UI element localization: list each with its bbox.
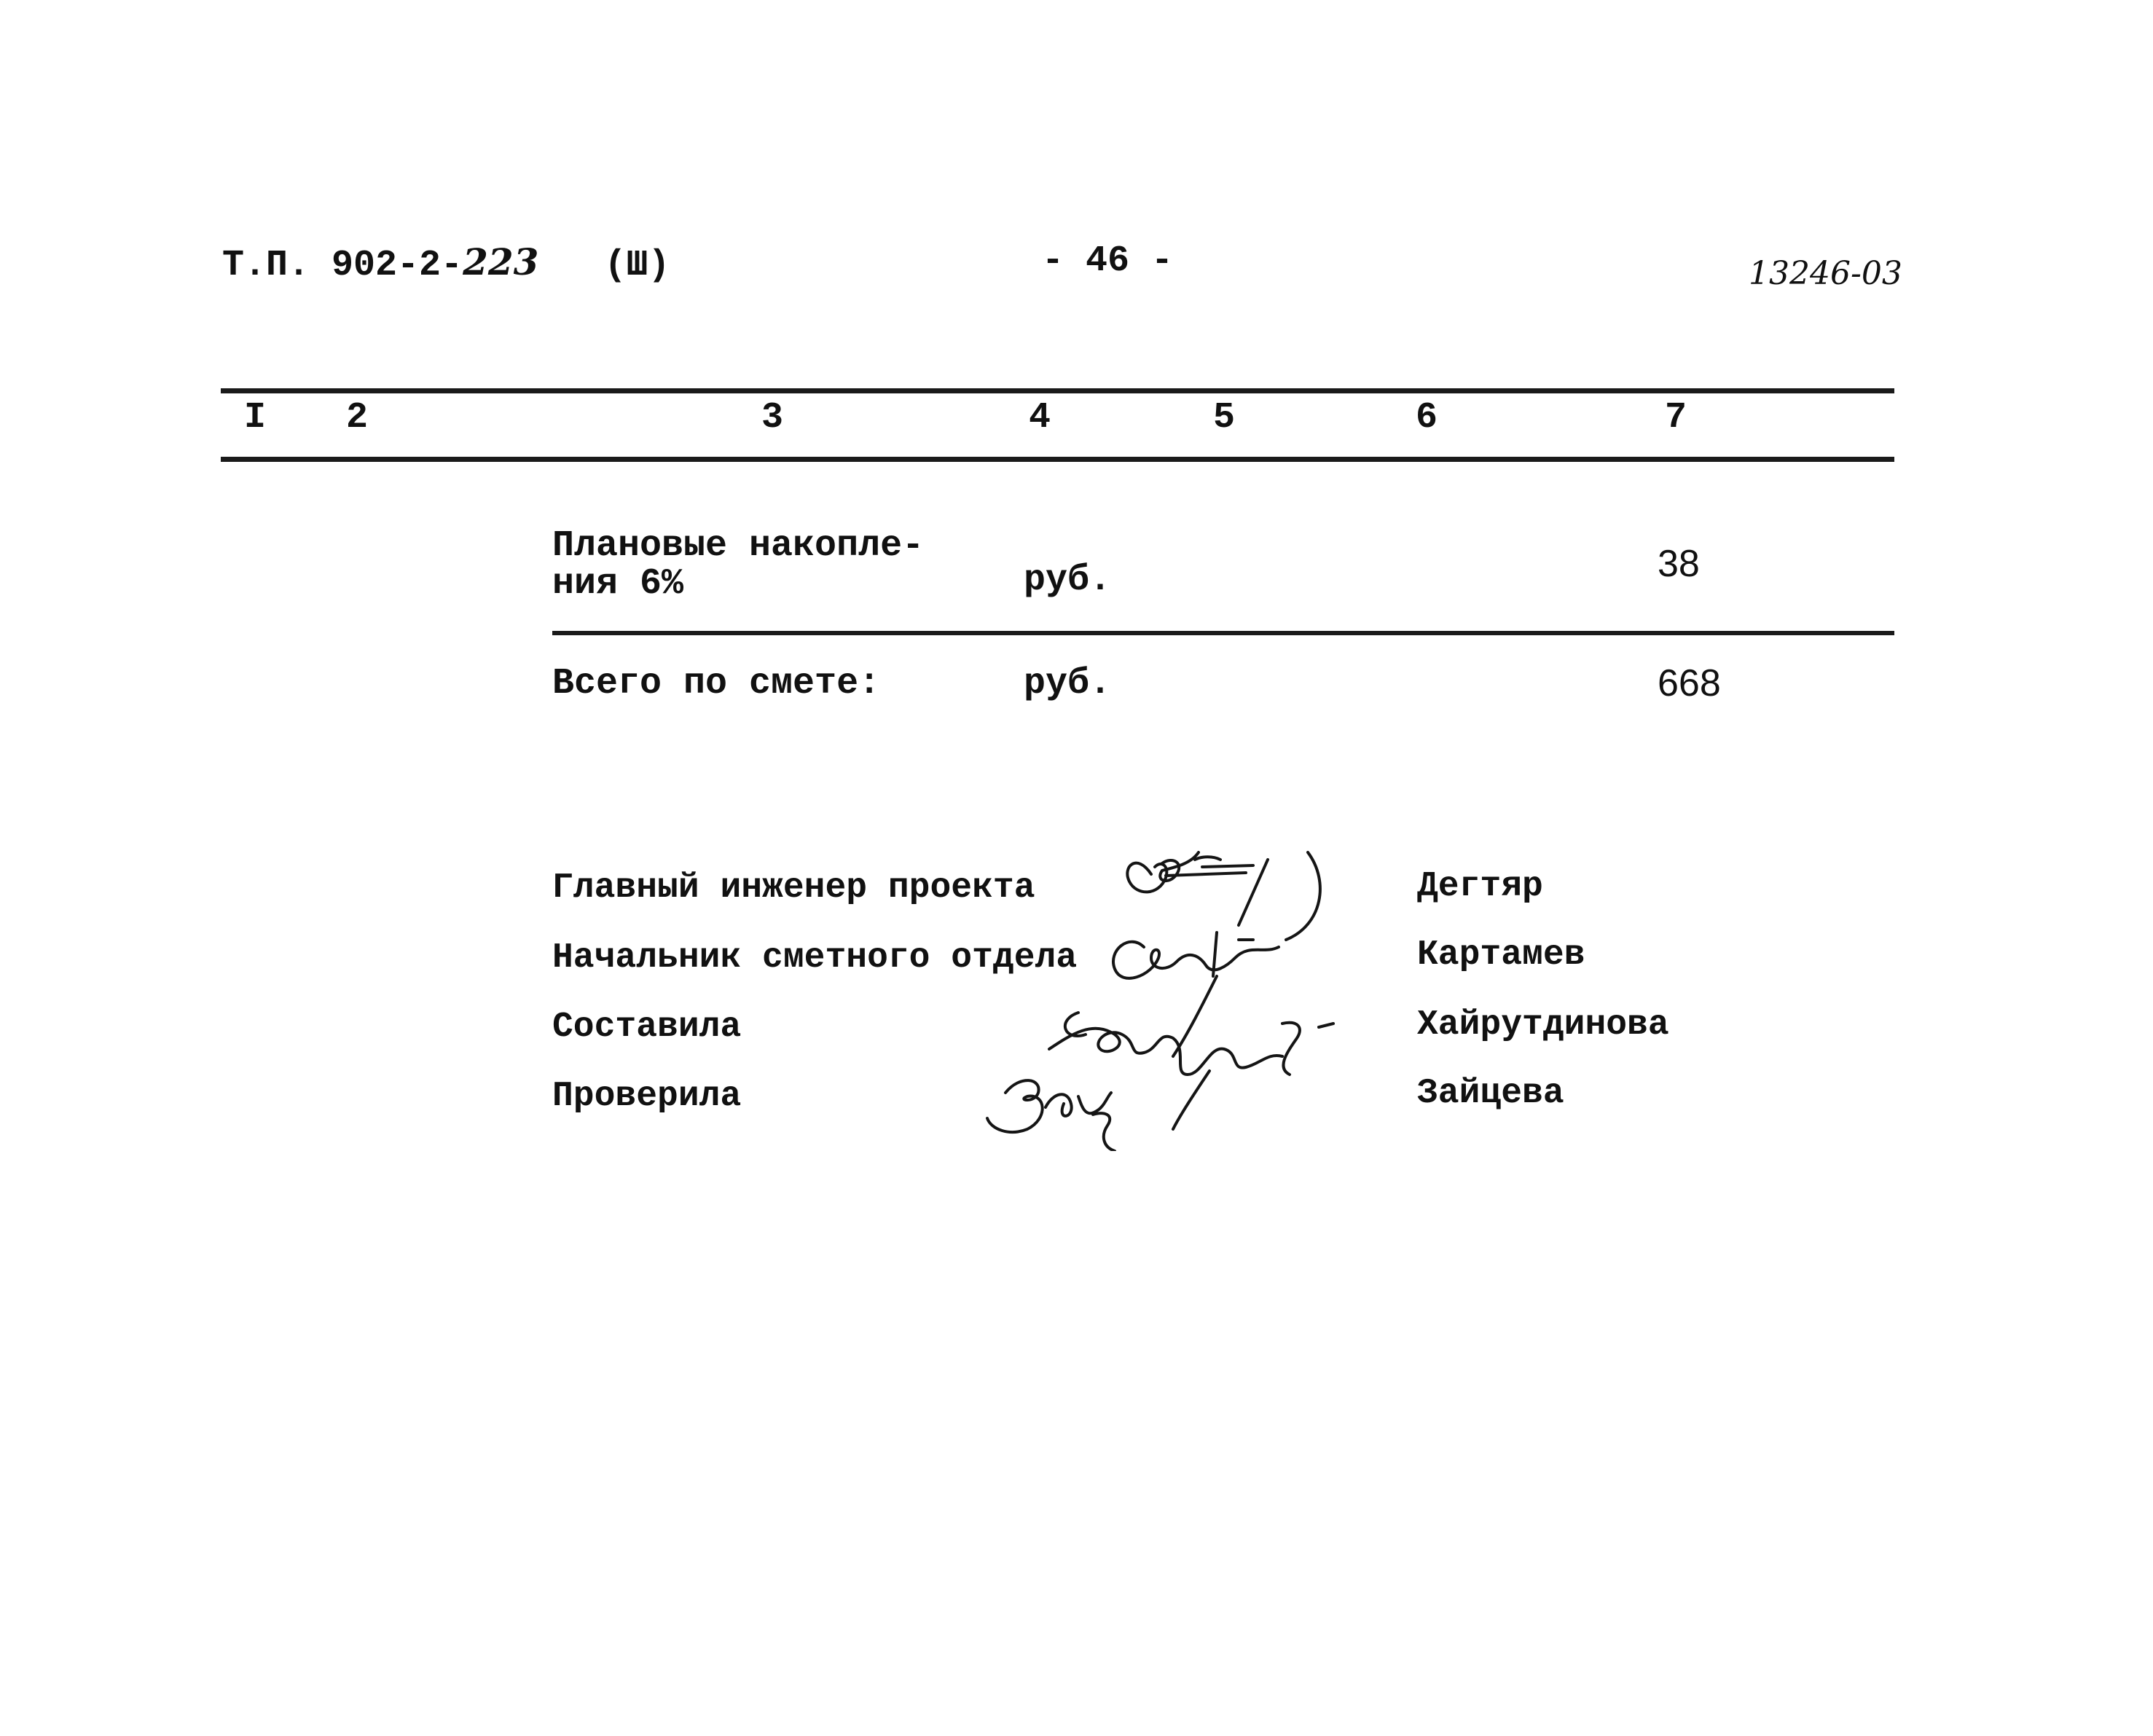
table-row xyxy=(552,527,924,603)
table-top-rule xyxy=(221,388,1894,393)
signature-head-estimate-dept xyxy=(1113,932,1279,978)
archive-number: 13246-03 xyxy=(1749,255,1902,292)
column-number-5: 5 xyxy=(1213,397,1236,439)
signature-name-chief-engineer: Дегтяр xyxy=(1417,867,1543,906)
total-row-unit: руб. xyxy=(1024,663,1112,704)
signature-compiled-by xyxy=(1049,1013,1333,1075)
document-code-handwritten: 223 xyxy=(463,240,539,283)
page-number: - 46 - xyxy=(1042,240,1174,282)
column-number-4: 4 xyxy=(1029,397,1051,439)
signature-compiled-by-tail xyxy=(1173,1071,1209,1129)
row-name-line2: ния 6% xyxy=(552,563,684,605)
signature-role-compiled-by: Составила xyxy=(552,1008,742,1047)
signature-role-chief-engineer: Главный инженер проекта xyxy=(552,868,1035,908)
handwritten-signatures xyxy=(976,830,1384,1151)
signature-chief-engineer xyxy=(1127,852,1253,892)
column-number-2: 2 xyxy=(346,397,369,439)
document-code xyxy=(222,240,670,286)
signature-role-checked-by: Проверила xyxy=(552,1077,742,1116)
signature-name-head-estimate-dept: Картамев xyxy=(1417,935,1585,975)
row-unit: руб. xyxy=(1024,559,1112,601)
total-row-amount: 668 xyxy=(1658,662,1721,704)
row-amount: 38 xyxy=(1658,543,1700,585)
column-number-1: I xyxy=(244,397,267,439)
signature-checked-by xyxy=(987,1080,1115,1151)
column-number-7: 7 xyxy=(1665,397,1687,439)
document-section: (Ш) xyxy=(604,245,670,286)
column-number-3: 3 xyxy=(761,397,784,439)
signature-role-head-estimate-dept: Начальник сметного отдела xyxy=(552,938,1078,978)
signature-name-checked-by: Зайцева xyxy=(1417,1074,1564,1113)
table-header-bottom-rule xyxy=(221,457,1894,462)
column-number-6: 6 xyxy=(1416,397,1438,439)
total-row-label: Всего по смете: xyxy=(552,663,881,704)
document-code-prefix: Т.П. 902-2- xyxy=(222,245,463,286)
signature-name-compiled-by: Хайрутдинова xyxy=(1417,1005,1669,1045)
row-name-line1: Плановые накопле- xyxy=(552,525,925,567)
row-divider-rule xyxy=(552,631,1894,635)
